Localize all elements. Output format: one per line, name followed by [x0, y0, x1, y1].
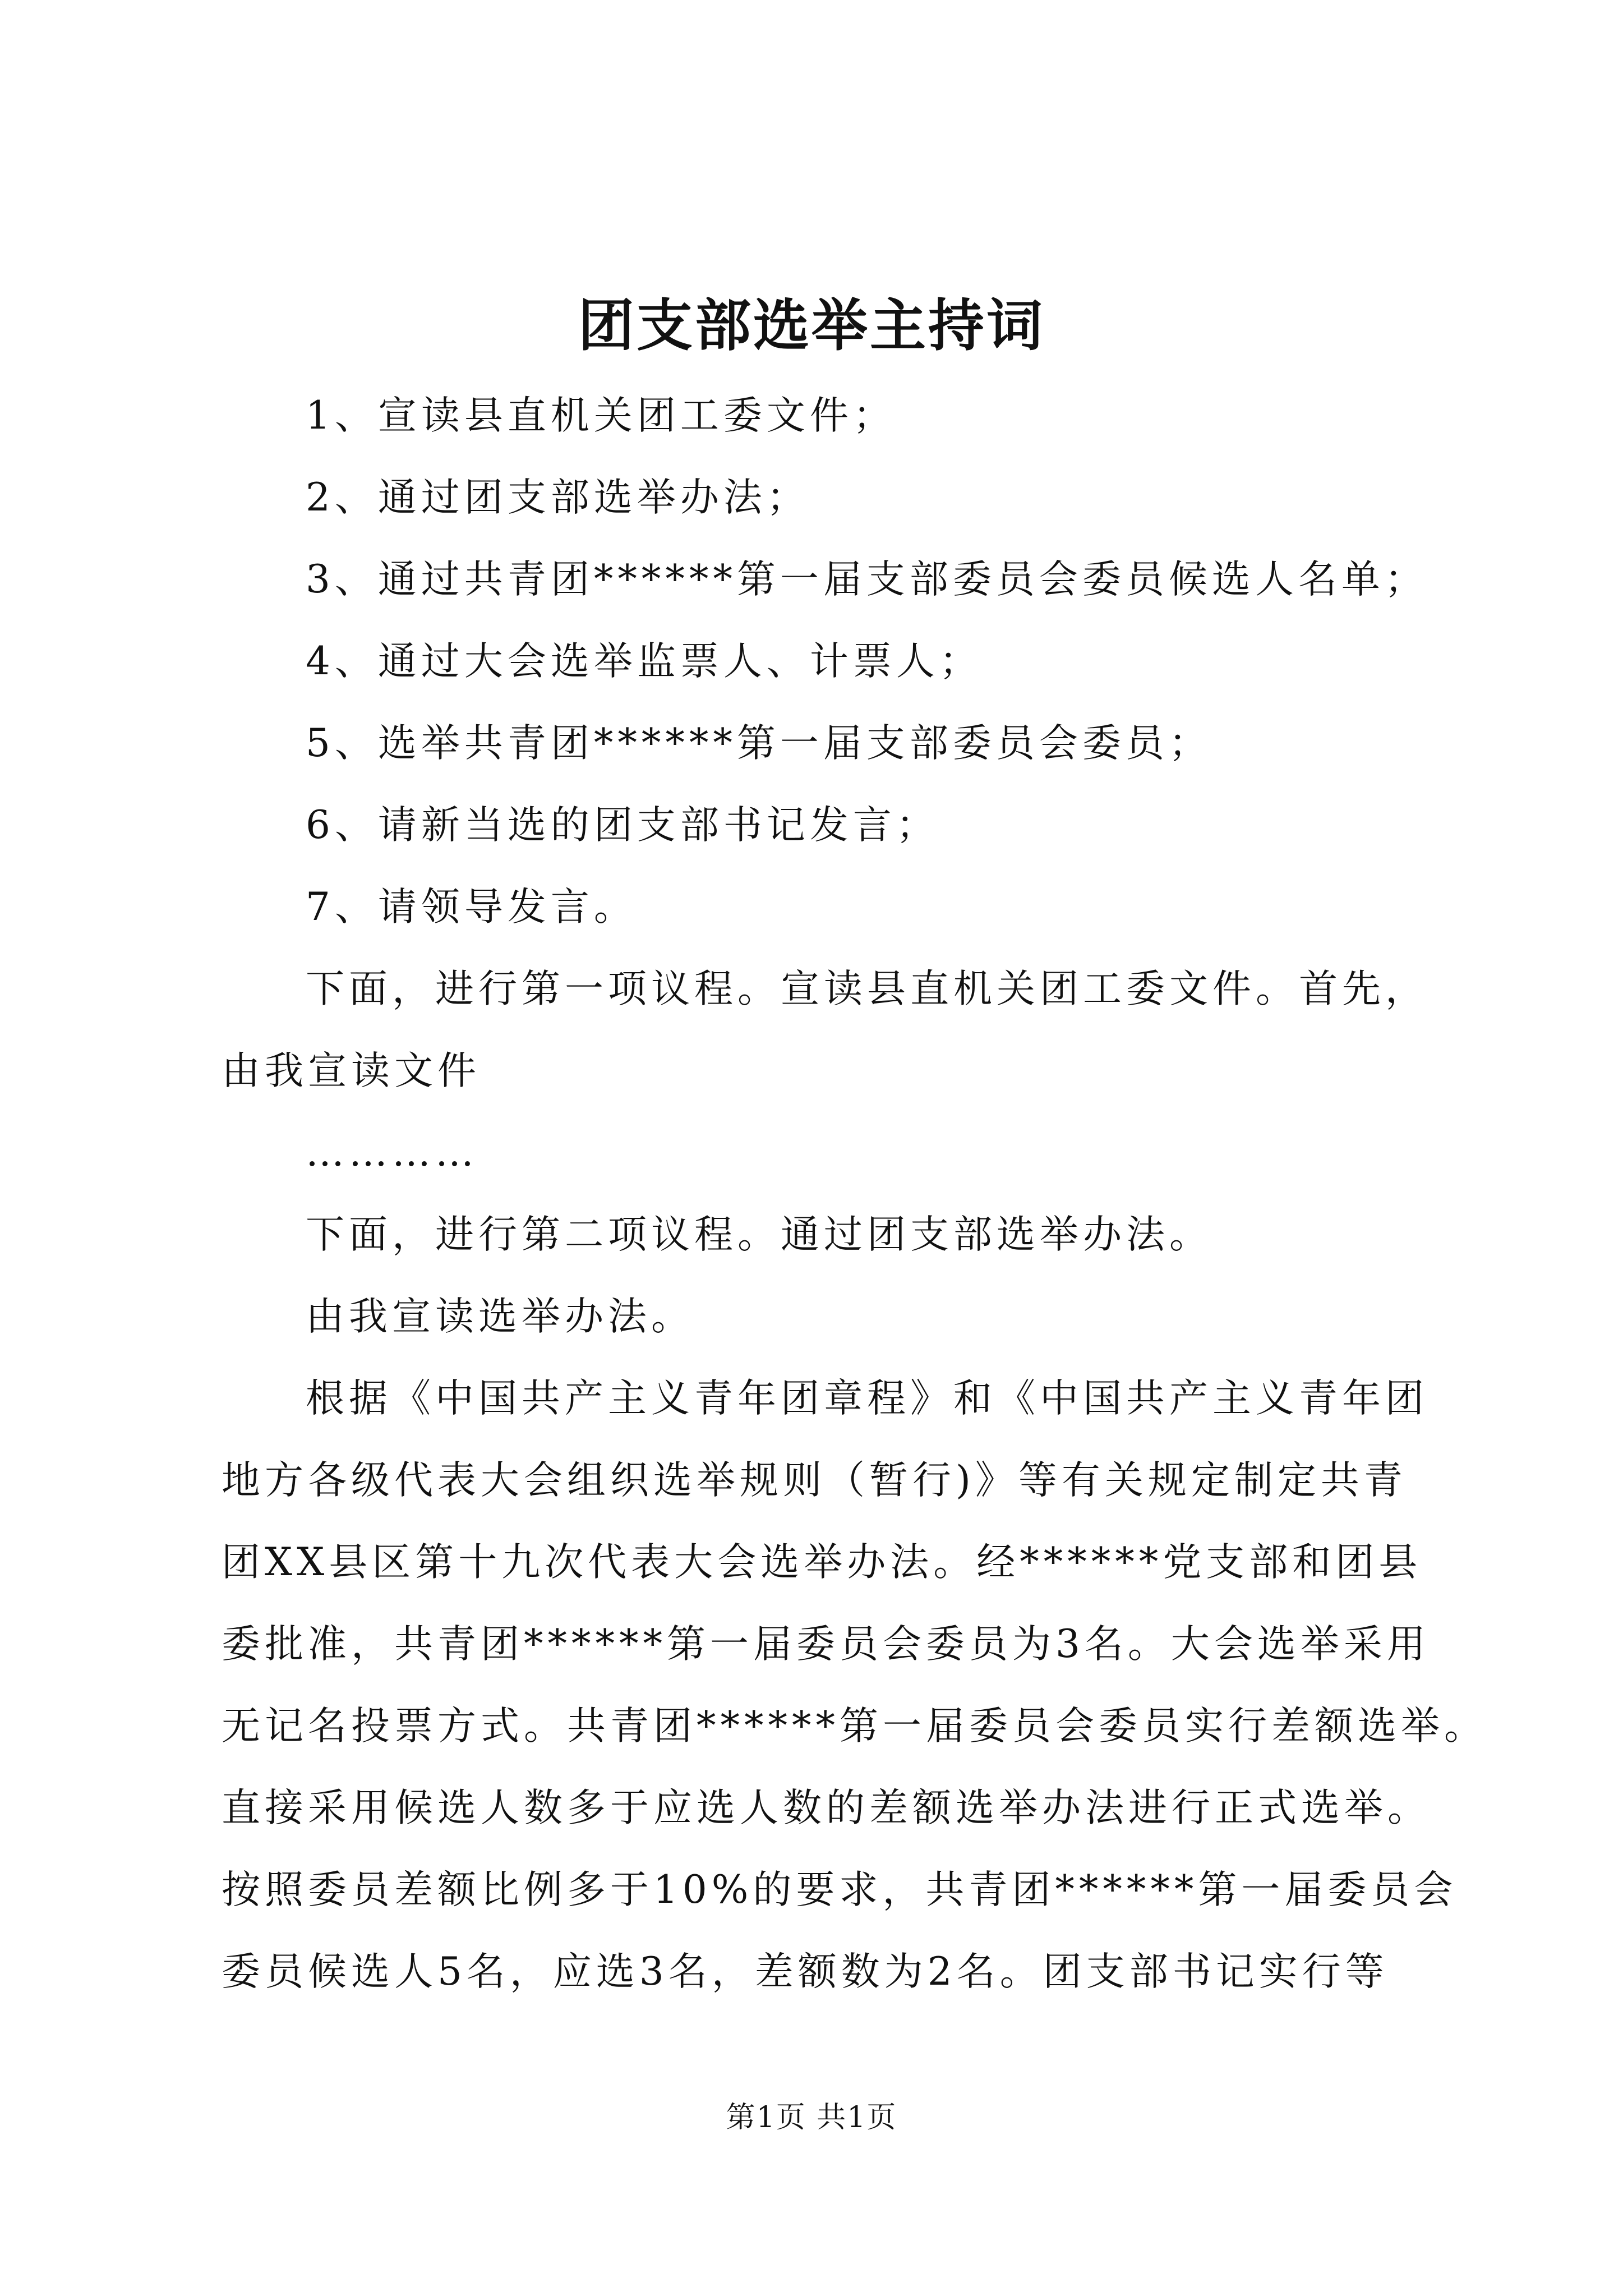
ellipsis-line: ………… — [306, 1130, 478, 1175]
agenda-item-5: 5、选举共青团******第一届支部委员会委员； — [306, 721, 1212, 766]
paragraph-second-item: 下面，进行第二项议程。通过团支部选举办法。 — [306, 1212, 1212, 1257]
rules-paragraph-line-5: 无记名投票方式。共青团******第一届委员会委员实行差额选举。 — [222, 1704, 1487, 1749]
page-number-footer: 第1页 共1页 — [726, 2101, 897, 2134]
rules-paragraph-line-3: 团XX县区第十九次代表大会选举办法。经******党支部和团县 — [222, 1540, 1422, 1585]
rules-paragraph-line-6: 直接采用候选人数多于应选人数的差额选举办法进行正式选举。 — [222, 1786, 1431, 1830]
agenda-item-6: 6、请新当选的团支部书记发言； — [306, 803, 939, 848]
rules-paragraph-line-2: 地方各级代表大会组织选举规则（暂行)》等有关规定制定共青 — [222, 1458, 1407, 1503]
rules-paragraph-line-4: 委批准，共青团******第一届委员会委员为3名。大会选举采用 — [222, 1622, 1430, 1667]
paragraph-read-rules: 由我宣读选举办法。 — [306, 1294, 694, 1339]
rules-paragraph-line-7: 按照委员差额比例多于10%的要求，共青团******第一届委员会 — [222, 1867, 1458, 1912]
paragraph-first-item-line-1: 下面，进行第一项议程。宣读县直机关团工委文件。首先， — [306, 967, 1428, 1011]
rules-paragraph-line-8: 委员候选人5名，应选3名，差额数为2名。团支部书记实行等 — [222, 1949, 1389, 1994]
rules-paragraph-line-1: 根据《中国共产主义青年团章程》和《中国共产主义青年团 — [306, 1376, 1428, 1421]
agenda-item-4: 4、通过大会选举监票人、计票人； — [306, 639, 983, 684]
agenda-item-7: 7、请领导发言。 — [306, 885, 637, 930]
agenda-item-3: 3、通过共青团******第一届支部委员会委员候选人名单； — [306, 557, 1428, 602]
paragraph-first-item-line-2: 由我宣读文件 — [222, 1048, 481, 1093]
agenda-item-2: 2、通过团支部选举办法； — [306, 475, 810, 520]
agenda-item-1: 1、宣读县直机关团工委文件； — [306, 393, 896, 438]
document-body — [222, 375, 1487, 2013]
document-title: 团支部选举主持词 — [578, 292, 1045, 358]
